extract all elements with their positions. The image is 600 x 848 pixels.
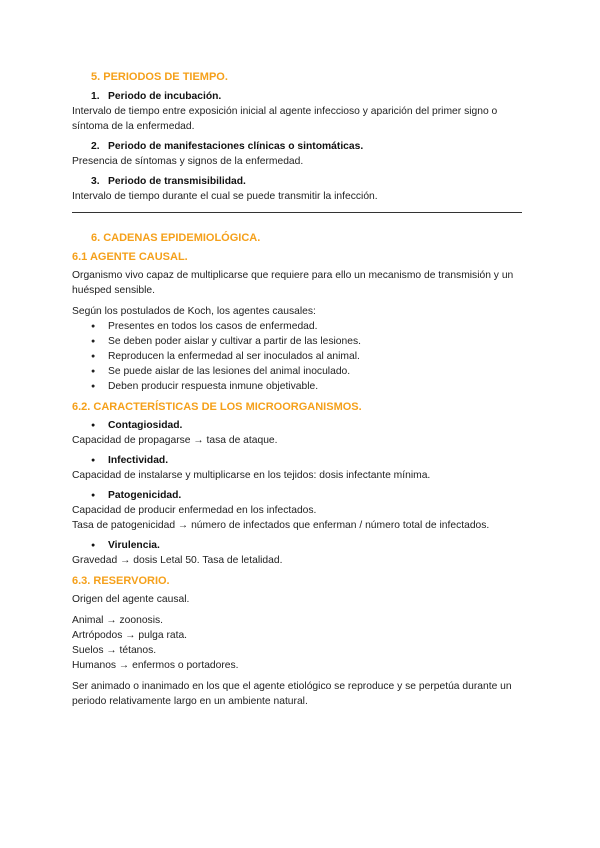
section-5-title: 5. PERIODOS DE TIEMPO.	[91, 71, 228, 83]
reservorio-line: Suelos → tétanos.	[72, 645, 157, 656]
contagiosidad-text: Capacidad de propagarse → tasa de ataque.	[72, 435, 278, 446]
virulencia-heading: ● Virulencia.	[72, 538, 522, 553]
list-item: ● Reproducen la enfermedad al ser inoculados al animal.	[91, 349, 522, 364]
list-item: ● Deben producir respuesta inmune objetivable.	[91, 379, 522, 394]
reservorio-intro: Origen del agente causal.	[72, 594, 190, 605]
koch-postulates-list	[72, 319, 522, 394]
infectividad-text: Capacidad de instalarse y multiplicarse en los tejidos: dosis infectante mínima.	[72, 470, 431, 481]
section-6-3-title: 6.3. RESERVORIO.	[72, 575, 170, 587]
reservorio-definition: Ser animado o inanimado en los que el agente etiológico se reproduce y se perpetúa durante un periodo relativamente largo en un ambiente natural.	[72, 681, 512, 707]
reservorio-line: Artrópodos → pulga rata.	[72, 630, 188, 641]
agente-causal-definition: Organismo vivo capaz de multiplicarse que requiere para ello un mecanismo de transmisión y un huésped sensible.	[72, 270, 514, 296]
item-2-heading: 2. Periodo de manifestaciones clínicas o sintomáticas.	[91, 141, 364, 152]
list-item: ● Se deben poder aislar y cultivar a partir de las lesiones.	[91, 334, 522, 349]
list-item: ● Se puede aislar de las lesiones del animal inoculado.	[91, 364, 522, 379]
contagiosidad-heading: ● Contagiosidad.	[72, 418, 522, 433]
item-3-text: Intervalo de tiempo durante el cual se puede transmitir la infección.	[72, 191, 378, 202]
item-1-text: Intervalo de tiempo entre exposición inicial al agente infeccioso y aparición del primer signo o síntoma de la enfermedad.	[72, 106, 498, 132]
section-6-2-title: 6.2. CARACTERÍSTICAS DE LOS MICROORGANISMOS.	[72, 401, 362, 413]
document-page	[72, 70, 522, 709]
patogenicidad-text: Capacidad de producir enfermedad en los infectados.	[72, 505, 317, 516]
reservorio-line: Animal → zoonosis.	[72, 615, 163, 626]
reservorio-line: Humanos → enfermos o portadores.	[72, 660, 239, 671]
list-item: ● Presentes en todos los casos de enfermedad.	[91, 319, 522, 334]
patogenicidad-heading: ● Patogenicidad.	[72, 488, 522, 503]
patogenicidad-rate-text: Tasa de patogenicidad → número de infectados que enferman / número total de infectados.	[72, 520, 490, 531]
section-6-title: 6. CADENAS EPIDEMIOLÓGICA.	[91, 232, 261, 244]
item-3-heading: 3. Periodo de transmisibilidad.	[91, 176, 246, 187]
horizontal-divider	[72, 212, 522, 213]
item-1-heading: 1. Periodo de incubación.	[91, 91, 222, 102]
item-2-text: Presencia de síntomas y signos de la enfermedad.	[72, 156, 304, 167]
infectividad-heading: ● Infectividad.	[72, 453, 522, 468]
koch-intro: Según los postulados de Koch, los agentes causales:	[72, 306, 316, 317]
section-6-1-title: 6.1 AGENTE CAUSAL.	[72, 251, 188, 263]
virulencia-text: Gravedad → dosis Letal 50. Tasa de letalidad.	[72, 555, 283, 566]
